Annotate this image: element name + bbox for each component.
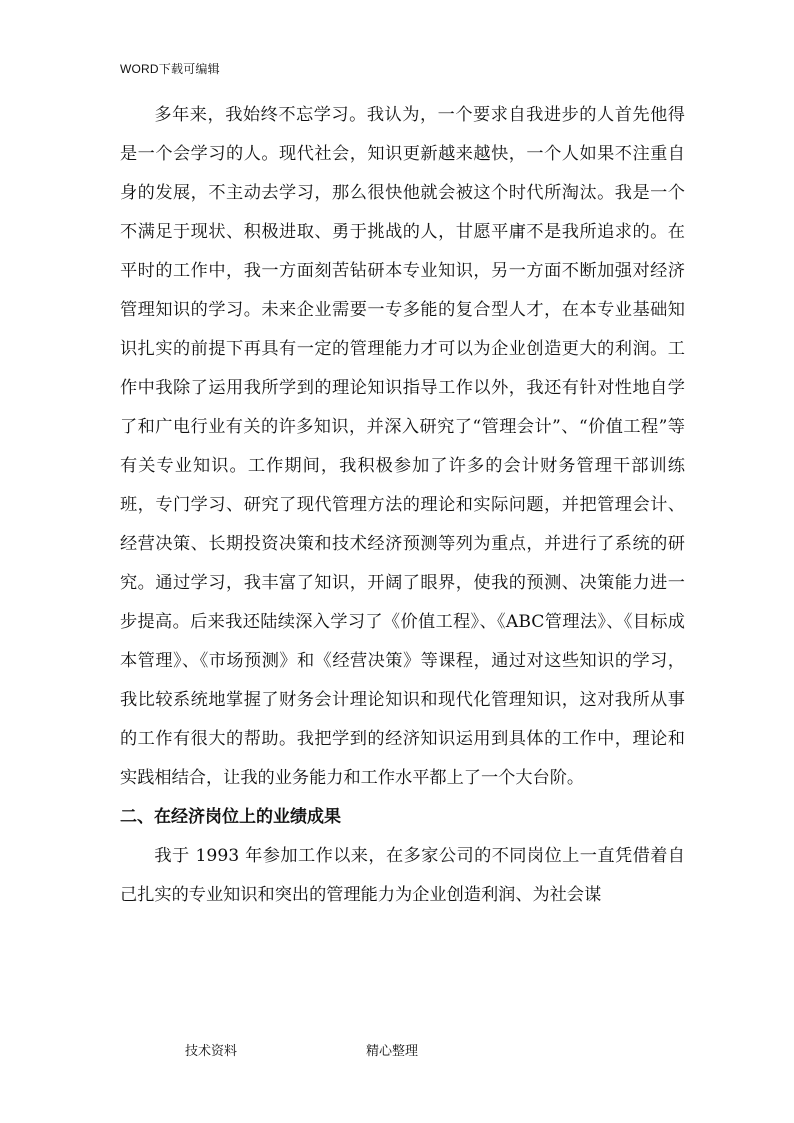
footer-left-label: 技术资料 xyxy=(185,1043,238,1058)
page-header: WORD下载可编辑 xyxy=(120,62,220,76)
body-paragraph-2: 我于 1993 年参加工作以来，在多家公司的不同岗位上一直凭借着自己扎实的专业知识和突出的管理能力为企业创造利润、为社会谋 xyxy=(120,846,685,905)
section-heading: 二、在经济岗位上的业绩成果 xyxy=(120,807,341,827)
document-body xyxy=(120,96,685,915)
body-paragraph-1: 多年来，我始终不忘学习。我认为，一个要求自我进步的人首先他得是一个会学习的人。现代社会，知识更新越来越快，一个人如果不注重自身的发展，不主动去学习，那么很快他就会被这个时代所淘汰。我是一个不满足于现状、积极进取、勇于挑战的人，甘愿平庸不是我所追求的。在平时的工作中，我一方面刻苦钻研本专业知识，另一方面不断加强对经济管理知识的学习。未来企业需要一专多能的复合型人才，在本专业基础知识扎实的前提下再具有一定的管理能力才可以为企业创造更大的利润。工作中我除了运用我所学到的理论知识指导工作以外，我还有针对性地自学了和广电行业有关的许多知识，并深入研究了“管理会计”、“价值工程”等有关专业知识。工作期间，我积极参加了许多的会计财务管理干部训练班，专门学习、研究了现代管理方法的理论和实际问题，并把管理会计、经营决策、长期投资决策和技术经济预测等列为重点，并进行了系统的研究。通过学习，我丰富了知识，开阔了眼界，使我的预测、决策能力进一步提高。后来我还陆续深入学习了《价值工程》、《ABC管理法》、《目标成本管理》、《市场预测》和《经营决策》等课程，通过对这些知识的学习，我比较系统地掌握了财务会计理论知识和现代化管理知识，这对我所从事的工作有很大的帮助。我把学到的经济知识运用到具体的工作中，理论和实践相结合，让我的业务能力和工作水平都上了一个大台阶。 xyxy=(120,105,685,788)
footer-right-label: 精心整理 xyxy=(366,1043,419,1058)
